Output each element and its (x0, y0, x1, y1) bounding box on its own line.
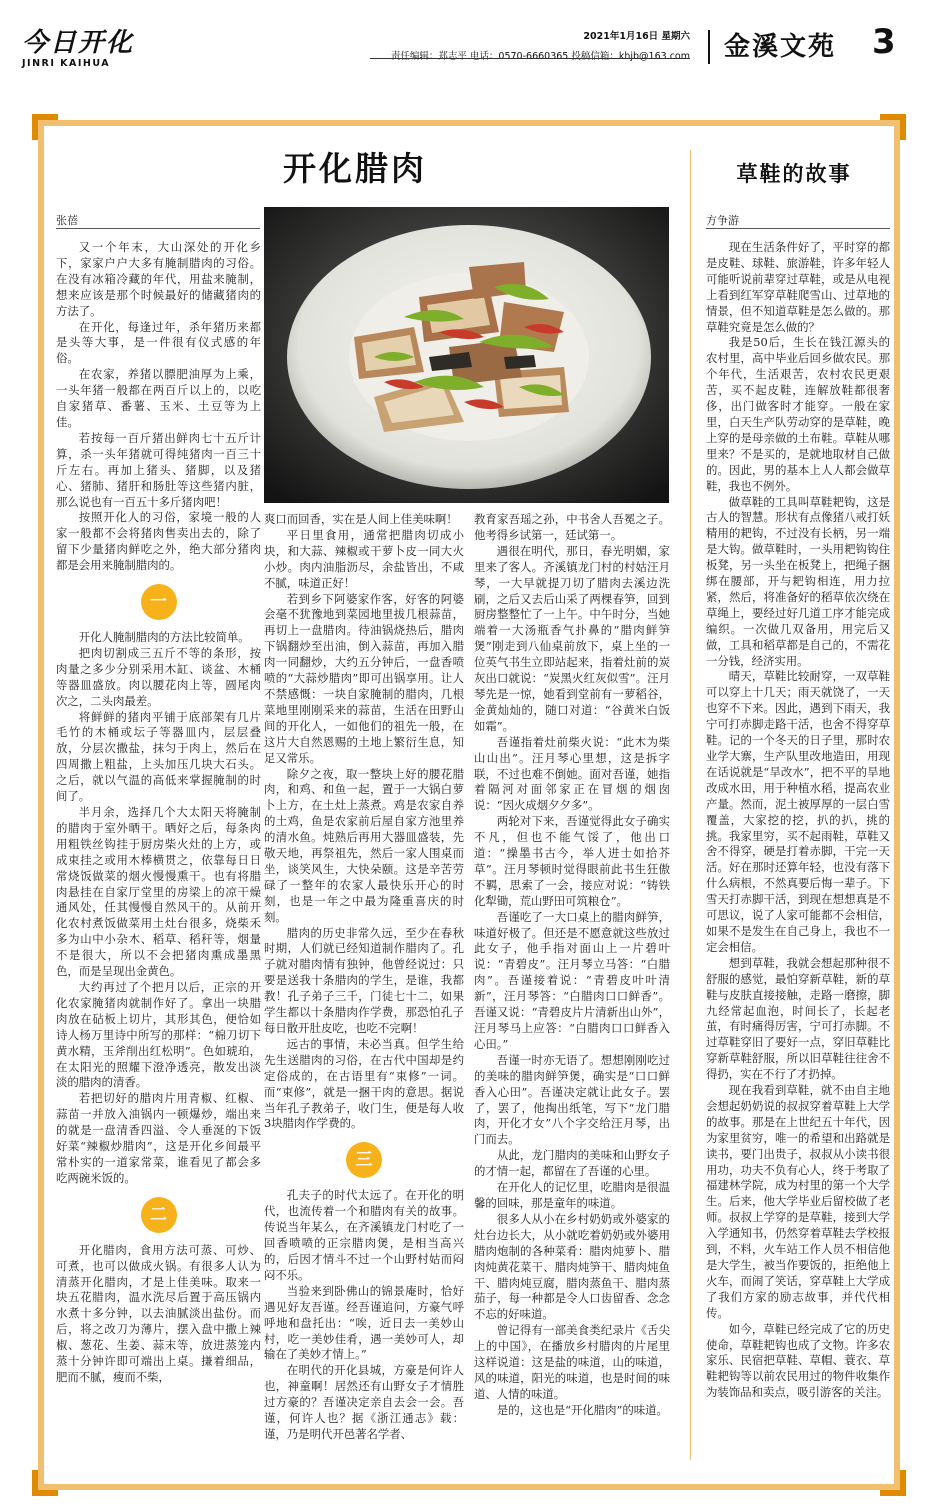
article-paragraph: 平日里食用，通常把腊肉切成小块，和大蒜、辣椒或干萝卜皮一同大火小炒。肉内油脂沥尽，余盐皆出，不咸不腻，味道正好！ (264, 527, 464, 590)
article-paragraph: 将鲜鲜的猪肉平铺于底部架有几片毛竹的木桶或坛子等器皿内，层层叠放，分层次撒盐，抹匀于肉上，然后在四周撒上粗盐，上头加压几块大石头。之后，就以气温的高低来掌握腌制的时间了。 (56, 709, 261, 804)
article-paragraph: 从此，龙门腊肉的美味和山野女子的才情一起，都留在了吾谨的心里。 (474, 1148, 670, 1179)
frame-corner (32, 114, 58, 140)
frame-corner (32, 1470, 58, 1496)
frame-corner (880, 114, 906, 140)
masthead-logo-en: JINRI KAIHUA (22, 58, 111, 69)
masthead-logo (22, 28, 142, 78)
article-paragraph: 遇很在明代，那日，春光明媚，家里来了客人。齐溪镇龙门村的村姑汪月琴，一大早就提刀切了腊肉去溪边洗刷，之后又去后山采了两棵春笋，回到厨房整整忙了一上午。中午时分，当她端着一大汤瓶香气扑鼻的“腊肉鲜笋煲”刚走到八仙桌前放下，桌上坐的一位英气书生立即站起来，指着灶前的炭灰出口就说：“炭黑火红灰似雪”。汪月琴先是一惊，她看到堂前有一萝稻谷，金黄灿灿的，随口对道：“谷黄米白饭如霜”。 (474, 543, 670, 733)
article-paragraph: 若按每一百斤猪出鲜肉七十五斤计算，杀一头年猪就可得纯猪肉一百三十斤左右。再加上猪头、猪脚，以及猪心、猪肺、猪肝和肠肚等这些猪内脏，那么说也有一百五十多斤猪肉吧！ (56, 430, 261, 509)
column-divider (690, 150, 691, 1460)
article-paragraph: 吾谨指着灶前柴火说：“此木为柴山山出”。汪月琴心里想，这是拆字联，不过也难不倒她。面对吾谨，她指着隔河对面邻家正在冒烟的烟囱说：“因火成烟夕夕多”。 (474, 734, 670, 813)
side-article-paragraph: 晴天，草鞋比较耐穿，一双草鞋可以穿上十几天；雨天就饶了，一天也穿不下来。因此，遇到下雨天，我宁可打赤脚走路干活，也舍不得穿草鞋。记的一个冬天的日子里，那时农业学大寨，生产队里改地造田，用现在话说就是“旱改水”，把不平的旱地改成水田，用于种植水稻，提高农业产量。然而，泥土被厚厚的一层白雪覆盖，大家挖的挖，扒的扒，挑的挑。我家里穷，买不起雨鞋，草鞋又舍不得穿，硬是打着赤脚，干完一天活。好在那时还算年轻，也没有落下什么病根，不然真要后悔一辈子。下雪天打赤脚干活，到现在想想真是不可思议，说了人家可能都不会相信，如果不是发生在自己身上，我也不一定会相信。 (706, 669, 890, 954)
header-divider (708, 30, 710, 64)
article-paragraph: 把肉切割成三五斤不等的条形，按肉量之多少分别采用木缸、谈盆、木桶等器皿盛放。肉以腰花肉上等，圆尾肉次之，二头肉最差。 (56, 645, 261, 708)
author-rule (56, 228, 260, 229)
article-paragraph: 在明代的开化县城，方豪是何许人也，神童啊！居然还有山野女子才情胜过方豪的？吾谨决定亲自去会一会。吾谨，何许人也？据《浙江通志》载：谨，乃是明代开邑著名学者、 (264, 1363, 464, 1441)
side-article-paragraph: 如今，草鞋已经完成了它的历史使命，草鞋耙钩也成了文物。许多农家乐、民宿把草鞋、草帽、蓑衣、草鞋耙钩等以前农民用过的物件收集作为装饰品和卖点，吸引游客的关注。 (706, 1321, 890, 1400)
cured-pork-photo (264, 207, 669, 503)
article-paragraph: 除夕之夜，取一整块上好的腰花腊肉，和鸡、和鱼一起，置于一大锅白萝卜上方，在土灶上蒸煮。鸡是农家自养的土鸡，鱼是农家前后屋自家方池里养的清水鱼。炖熟后再用大器皿盛装，先敬天地，再祭祖先，然后一家人围桌而坐，谈笑风生，大快朵颐。这是辛苦劳碌了一整年的农家人最快乐开心的时刻，也是一年之中最为隆重喜庆的时刻。 (264, 766, 464, 924)
article-column-1 (56, 240, 261, 1386)
article-column-3 (474, 512, 670, 1419)
side-article-paragraph: 想到草鞋，我就会想起那种很不舒服的感觉，最怕穿新草鞋，新的草鞋与皮肤直接接触，走路一磨擦，脚九经常起血泡，时间长了，长起老茧，有时痛得厉害，宁可打赤脚。不过草鞋穿旧了要好一点，穿旧草鞋比穿新草鞋舒服，所以旧草鞋往往舍不得扔，实在不行了才扔掉。 (706, 955, 890, 1082)
article-paragraph: 在开化，每逢过年，杀年猪历来都是头等大事，是一件很有仪式感的年俗。 (56, 319, 261, 366)
frame-corner (880, 1470, 906, 1496)
article-paragraph: 当验来到卧佛山的锦景庵时，恰好遇见好友吾谨。经吾谨追问，方豪气呼呼地和盘托出：“唉，近日去一美妙山村，吃一美妙佳肴，遇一美妙可人，却输在了美妙才情上。” (264, 1283, 464, 1362)
section-mark-three: 三 (346, 1142, 382, 1178)
article-paragraph: 爽口而回香，实在是人间上佳美味啊！ (264, 512, 458, 526)
article-paragraph: 开化人腌制腊肉的方法比较简单。 (78, 630, 250, 645)
article-paragraph: 若把切好的腊肉片用青椒、红椒、蒜苗一并放入油锅内一顿爆炒，端出来的就是一盘清香四溢、令人垂涎的下饭好菜“辣椒炒腊肉”，这是开化乡间最平常朴实的一道家常菜，谁看见了都会多吃两碗米饭的。 (56, 1091, 261, 1185)
article-paragraph: 开化腊肉，食用方法可蒸、可炒、可煮，也可以做成火锅。有很多人认为清蒸开化腊肉，才是上佳美味。取来一块五花腊肉，温水洗尽后置于高压锅内水煮十多分钟，以去油腻淡出盐份。而后，将之改刀为薄片，摆入盘中撒上辣椒、葱花、生姜、蒜末等，放进蒸笼内蒸十分钟许即可端出上桌。搛着细品，肥而不腻，瘦而不柴， (56, 1242, 261, 1384)
section-mark-two: 二 (141, 1197, 177, 1233)
issue-date: 2021年1月16日 星期六 (583, 31, 690, 42)
author-rule (706, 228, 890, 229)
editor-contact: 责任编辑：郑志平 电话：0570-6660365 投稿信箱：khjb@163.com (390, 51, 690, 62)
article-title: 开化腊肉 (283, 149, 427, 188)
article-paragraph: 孔夫子的时代太远了。在开化的明代，也流传着一个和腊肉有关的故事。传说当年某么，在齐溪镇龙门村吃了一回香喷喷的正宗腊肉煲，是相当高兴的，后因才情斗不过一个山野村姑而闷闷不乐。 (264, 1188, 464, 1282)
header-rule (370, 58, 690, 59)
page-number: 3 (872, 22, 896, 62)
article-paragraph: 若到乡下阿婆家作客，好客的阿婆会毫不犹豫地到菜园地里拔几根蒜苗，再切上一盘腊肉。待油锅烧热后，腊肉下锅翻炒至出油，倒入蒜苗，再加入腊肉一同翻炒，大约五分钟后，一盘香喷喷的“大蒜炒腊肉”即可出锅享用。让人不禁感慨：一块自家腌制的腊肉，几根菜地里刚刚采来的蒜苗，生活在田野山间的开化人，一如他们的祖先一般，在这片大自然恩赐的土地上繁衍生息，知足又常乐。 (264, 591, 464, 765)
masthead-logo-cn: 今日开化 (22, 28, 135, 58)
section-mark-one: 一 (141, 584, 177, 620)
article-paragraph: 很多人从小在乡村奶奶或外婆家的灶台边长大，从小就吃着奶奶或外婆用腊肉炮制的各种菜肴：腊肉炖萝卜、腊肉炖黄花菜干、腊肉炖笋干、腊肉炖鱼干、腊肉炖豆腐，腊肉蒸鱼干、腊肉蒸茄子，每一种都是令人口齿留香、念念不忘的好味道。 (474, 1211, 670, 1322)
article-paragraph: 教育家吾瑶之孙，中书舍人吾冕之子。他考得乡试第一，廷试第一。 (474, 512, 670, 542)
side-article-paragraph: 现在我看到草鞋，就不由自主地会想起奶奶说的叔叔穿着草鞋上大学的故事。那是在上世纪五十年代，因为家里贫穷，唯一的希望和出路就是读书，要门出贵子，叔叔从小读书很用功，功夫不负有心人，终于考取了福建林学院，成为村里的第一个大学生。后来，他大学毕业后留校做了老师。叔叔上学穿的是草鞋，接到大学入学通知书，仍然穿着草鞋去学校报到，不料，火车站工作人员不相信他是大学生，被当作要饭的，拒绝他上火车，而闹了笑话，穿草鞋上大学成了我们方家的励志故事，并代代相传。 (706, 1083, 890, 1320)
side-article-paragraph: 现在生活条件好了，平时穿的都是皮鞋、球鞋、旅游鞋，许多年轻人可能听说前辈穿过草鞋，或是从电视上看到红军穿草鞋爬雪山、过草地的情景，但不知道草鞋是怎么做的。那草鞋究竟是怎么做的？ (706, 240, 890, 334)
article-paragraph: 按照开化人的习俗，家境一般的人家一般都不会将猪肉售卖出去的，除了留下少量猪肉鲜吃之外，绝大部分猪肉都是会用来腌制腊肉的。 (56, 510, 261, 573)
article-paragraph: 两轮对下来，吾谨觉得此女子确实不凡，但也不能气馁了，他出口道：“操墨书古今，举人进士如拾芥草”。汪月琴顿时觉得眼前此书生狂傲不羁，思索了一会，接应对说：“铸铁化犁锄，荒山野田可筑粮仓”。 (474, 814, 670, 908)
article-paragraph: 吾谨吃了一大口桌上的腊肉鲜笋，味道好极了。但还是不愿意就这些放过此女子，他手指对面山上一片碧叶说：“青碧皮”。汪月琴立马答：“白腊肉”。吾谨接着说：“青碧皮叶叶清新”，汪月琴答：“白腊肉口口鲜香”。吾谨又说：“青碧皮片片清新出山外”，汪月琴马上应答：“白腊肉口口鲜香入心田。” (474, 909, 670, 1051)
article-paragraph: 远古的事情，未必当真。但学生给先生送腊肉的习俗，在古代中国却是约定俗成的，在古语里有“束修”一词。而“束修”，就是一捆干肉的意思。据说当年孔子教弟子，收门生，便是每人收3块腊肉作学费的。 (264, 1036, 464, 1131)
side-article-paragraph: 做草鞋的工具叫草鞋耙钩，这是古人的智慧。形状有点像猪八戒打妖精用的耙钩，不过没有长柄，另一端是大钩。做草鞋时，一头用耙钩钩住板凳，另一头坐在板凳上，把绳子捆绑在腰部，开与耙钩相连，用力拉紧，然后，将准备好的稻草依次绕在草绳上，要经过好几道工序才能完成编织。一次做几双备用，用完后又做，工具和稻草都是自己的，不需花一分钱，经济实用。 (706, 494, 890, 668)
article-paragraph: 腊肉的历史非常久远，至少在春秋时期，人们就已经知道制作腊肉了。孔子就对腊肉情有独钟，他曾经说过：只要是送我十条腊肉的学生，是谁，我都教！孔子弟子三千，门徒七十二，如果学生都以十条腊肉作学费，那恐怕孔子每日散开肚皮吃，也吃不完啊！ (264, 925, 464, 1035)
side-article-author: 方争游 (706, 214, 739, 227)
section-title: 金溪文苑 (724, 32, 837, 62)
side-article-column (706, 240, 890, 1401)
article-paragraph: 半月余，选择几个大太阳天将腌制的腊肉于室外晒干。晒好之后，每条肉用粗铁丝钩挂于厨房柴火灶的上方，或成束挂之或用木棒横贯之，依靠每日日常烧饭做菜的烟火慢慢熏干。也有将腊肉悬挂在自家厅堂里的房梁上的凉干燥通风处，任其慢慢自然风干的。从前开化农村煮饭做菜用土灶台很多，烧柴禾多为山中小杂木、稻草、稻秆等，烟量不是很大，所以不会把猪肉熏成墨黑色，而是呈现出金黄色。 (56, 805, 261, 979)
article-paragraph: 是的，这也是“开化腊肉”的味道。 (496, 1402, 668, 1417)
article-paragraph: 又一个年末，大山深处的开化乡下，家家户户大多有腌制腊肉的习俗。在没有冰箱冷藏的年代，用盐来腌制，想来应该是那个时候最好的储藏猪肉的方法了。 (56, 240, 261, 318)
article-paragraph: 在农家，养猪以膘肥油厚为上乘，一头年猪一般都在两百斤以上的，以吃自家猪草、番薯、玉米、土豆等为上佳。 (56, 367, 261, 429)
side-article-paragraph: 我是50后，生长在钱江源头的农村里，高中毕业后回乡做农民。那个年代，生活艰苦，农村农民更艰苦，买不起皮鞋，连解放鞋都很奢侈，出门做客时才能穿。一般在家里，白天生产队劳动穿的是草鞋，晚上穿的是母亲做的土布鞋。草鞋从哪里来？不是买的，是就地取材自己做的。因此，男的基本上人人都会做草鞋，我也不例外。 (706, 335, 890, 493)
article-paragraph: 曾记得有一部美食类纪录片《舌尖上的中国》，在播放乡村腊肉的片尾里这样说道：这是盐的味道，山的味道，风的味道，阳光的味道，也是时间的味道、人情的味道。 (474, 1323, 670, 1401)
article-author: 张蓓 (56, 214, 78, 227)
article-paragraph: 在开化人的记忆里，吃腊肉是很温馨的回味，那是童年的味道。 (474, 1180, 670, 1210)
side-article-title: 草鞋的故事 (736, 161, 852, 186)
article-paragraph: 吾谨一时亦无语了。想想刚刚吃过的美味的腊肉鲜笋煲，确实是“口口鲜香入心田”。吾谨决定就让此女子。罢了，罢了，他掏出纸笔，写下“龙门腊肉，开化才女”八个字交给汪月琴，出门而去。 (474, 1052, 670, 1147)
article-paragraph: 大约再过了个把月以后，正宗的开化农家腌猪肉就制作好了。拿出一块腊肉放在砧板上切片，其形其色，便恰如诗人杨万里诗中所写的那样：“棉刀切下黄水精，玉斧削出红松明”。色如琥珀，在太阳光的照耀下澄净透亮，散发出淡淡的腊肉的清香。 (56, 979, 261, 1090)
plate-of-stir-fried-cured-pork-icon (264, 207, 669, 503)
article-column-2 (264, 512, 464, 1443)
